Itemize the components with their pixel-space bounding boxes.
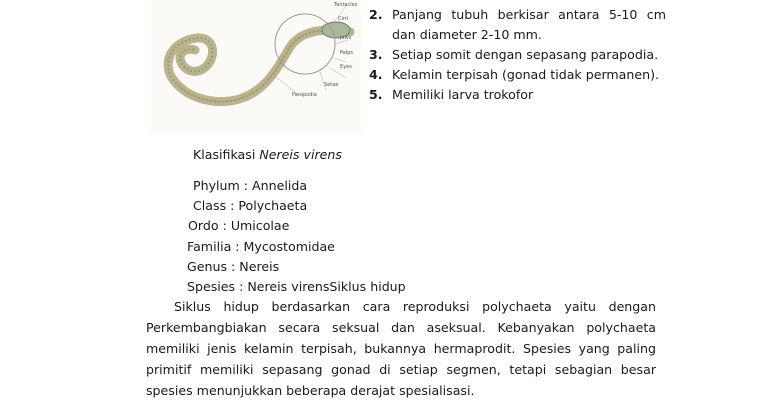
life-cycle-paragraph: Siklus hidup berdasarkan cara reproduksi polychaeta yaitu dengan Perkembangbiakan secara seksual dan aseksual. Kebanyakan polychaeta memiliki jenis kelamin terpisah, bukannya hermaprodit. Spesies yang paling primitif memiliki sepasang gonad di setiap segmen, tetapi sebagian besar spesies menunjukkan beberapa derajat spesialisasi. [146,299,656,398]
callout-jaws: Jaws [340,35,352,41]
classification-caption: Klasifikasi Nereis virens [193,147,342,162]
magnifier-circle [275,14,335,74]
list-item: 4. Kelamin terpisah (gonad tidak permanen). [369,67,660,82]
callout-palps: Palps [340,50,354,56]
taxon-phylum: Phylum : Annelida [193,178,308,193]
list-item: 2. Panjang tubuh berkisar antara 5-10 cm dan diameter 2-10 mm. [369,7,666,42]
worm-body [168,30,350,101]
list-item: 3. Setiap somit dengan sepasang parapodia. [369,47,659,62]
callout-cirri: Cirri [338,16,349,22]
callout-eyes: Eyes [340,64,352,70]
taxon-familia: Familia : Mycostomidae [187,239,335,254]
taxon-spesies: Spesies : Nereis virensSiklus hidup [187,279,406,294]
list-item: 5. Memiliki larva trokofor [369,87,534,102]
callout-tentacles: Tentacles [334,2,358,8]
taxon-ordo: Ordo : Umicolae [188,218,290,233]
taxon-class: Class : Polychaeta [193,198,308,213]
feature-list [366,5,666,105]
taxon-genus: Genus : Nereis [187,259,280,274]
worm-illustration [150,0,362,132]
callout-setae: Setae [324,82,339,88]
species-name: Nereis virens [259,147,342,162]
callout-parapodia: Parapodia [292,92,317,98]
polychaete-anatomy-figure [150,0,362,132]
